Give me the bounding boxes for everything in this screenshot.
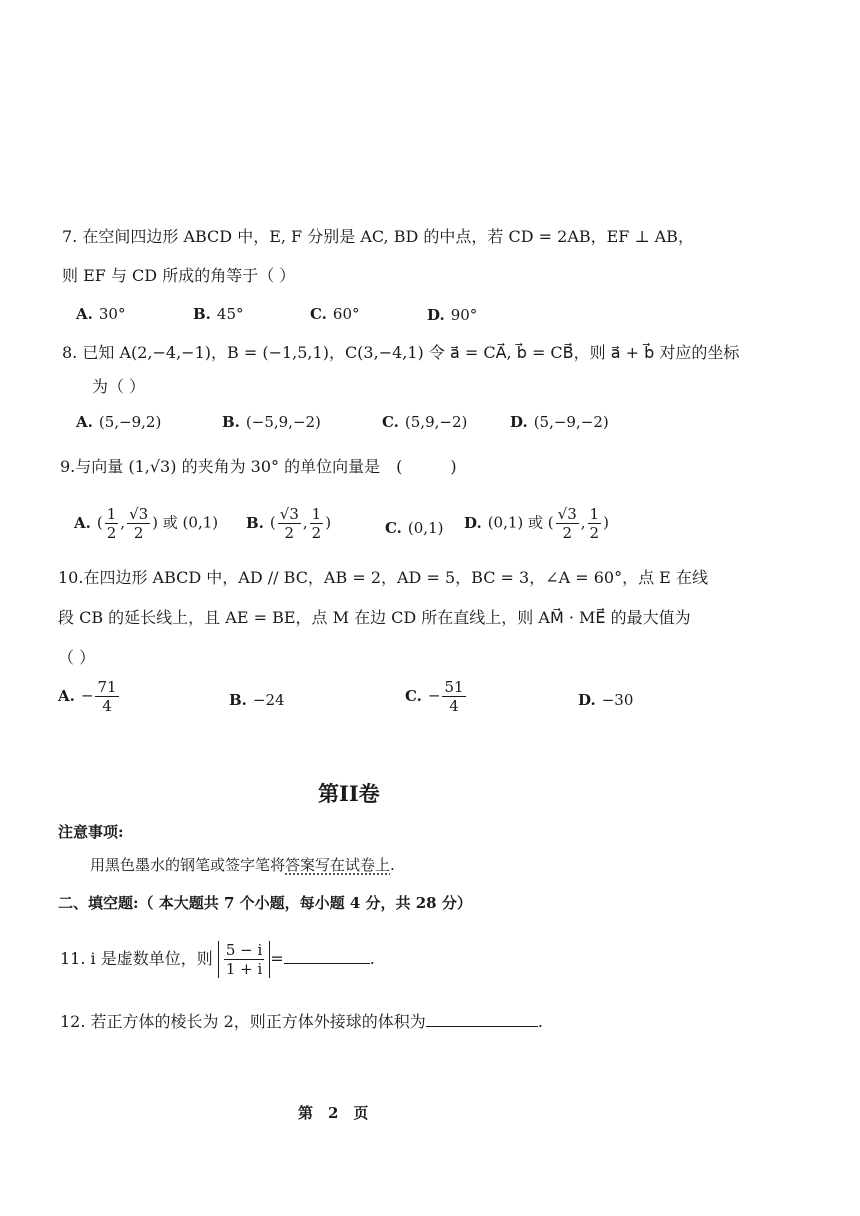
- fraction: [127, 505, 150, 542]
- denominator: 2: [589, 524, 600, 542]
- option-text: (: [269, 513, 276, 532]
- option-label: B.: [229, 691, 247, 709]
- numerator: 5 − i: [225, 941, 263, 959]
- denominator: 2: [133, 524, 144, 542]
- option-label: A.: [74, 513, 91, 532]
- option-text: ): [325, 513, 332, 532]
- numerator: 71: [97, 678, 117, 696]
- option-label: D.: [510, 413, 528, 431]
- q11-equals: =: [270, 949, 284, 968]
- q10-option-c: [405, 678, 468, 715]
- option-text: 90°: [450, 306, 478, 324]
- fraction: [442, 678, 465, 715]
- option-label: B.: [222, 413, 240, 431]
- option-text: (5,−9,−2): [533, 413, 609, 431]
- q12-end: .: [537, 1012, 543, 1031]
- q8-option-a: [76, 412, 161, 432]
- option-text: 30°: [98, 305, 126, 323]
- option-label: A.: [76, 413, 93, 431]
- option-text: (: [96, 513, 103, 532]
- option-label: C.: [310, 305, 327, 323]
- q10-line3: （ ）: [58, 648, 96, 667]
- q7-option-b: [193, 304, 244, 324]
- fill-in-heading: 二、填空题:（ 本大题共 7 个小题，每小题 4 分，共 28 分）: [58, 894, 472, 912]
- numerator: 51: [444, 678, 464, 696]
- option-label: C.: [385, 519, 402, 537]
- option-label: B.: [246, 513, 264, 532]
- q7-option-c: [310, 304, 360, 324]
- q10-line1: 10.在四边形 ABCD 中，AD // BC，AB = 2，AD = 5，BC = 3，∠A = 60°，点 E 在线: [58, 568, 708, 587]
- option-sign: −: [427, 686, 441, 705]
- denominator: 4: [449, 697, 459, 715]
- notice-text-end: .: [390, 856, 395, 874]
- notice-text-emphasis: 答案写在试卷上: [285, 856, 391, 874]
- option-text: (0,1): [407, 519, 444, 537]
- q10-option-d: [578, 690, 633, 710]
- q9-option-a: A. ( $\frac{1}{2}$ , $\frac{√3}{2}$ ) 或 (0,1): [74, 505, 219, 542]
- denominator: 2: [106, 524, 117, 542]
- option-text: −30: [601, 691, 634, 709]
- option-text: (5,9,−2): [404, 413, 468, 431]
- q10-line2: 段 CB 的延长线上，且 AE = BE，点 M 在边 CD 所在直线上，则 AM⃗ · ME⃗ 的最大值为: [58, 608, 691, 627]
- answer-blank[interactable]: [284, 963, 370, 964]
- q12-text: 12. 若正方体的棱长为 2，则正方体外接球的体积为: [60, 1012, 426, 1031]
- option-label: C.: [382, 413, 399, 431]
- q8-line1: 8. 已知 A(2,−4,−1)，B = (−1,5,1)，C(3,−4,1) 令 a⃗ = CA⃗, b⃗ = CB⃗，则 a⃗ + b⃗ 对应的坐标: [62, 343, 740, 362]
- option-label: B.: [193, 305, 211, 323]
- fraction: [224, 941, 264, 978]
- option-label: D.: [578, 691, 596, 709]
- option-label: A.: [58, 686, 75, 705]
- q11-text: 11. i 是虚数单位，则: [60, 949, 213, 968]
- numerator: 1: [589, 505, 600, 523]
- notice-text: [90, 855, 395, 875]
- denominator: 2: [311, 524, 322, 542]
- option-text: (−5,9,−2): [245, 413, 321, 431]
- fraction: [310, 505, 324, 542]
- option-label: C.: [405, 686, 422, 705]
- denominator: 2: [284, 524, 295, 542]
- notice-heading: 注意事项:: [58, 823, 124, 841]
- q9-option-d: D. (0,1) 或 ( $\frac{√3}{2}$ , $\frac{1}{2}$ ): [464, 505, 609, 542]
- numerator: √3: [557, 505, 577, 523]
- option-text: ): [603, 513, 609, 532]
- option-text: (0,1) 或 (: [487, 513, 554, 532]
- denominator: 2: [562, 524, 572, 542]
- option-text: −24: [252, 691, 285, 709]
- option-label: A.: [76, 305, 93, 323]
- section-title: 第II卷: [318, 781, 380, 806]
- q11-end: .: [369, 949, 375, 968]
- q7-line2: 则 EF 与 CD 所成的角等于（ ）: [62, 266, 296, 285]
- q8-line2: 为（ ）: [92, 377, 146, 396]
- option-sign: −: [80, 686, 94, 705]
- page-number: 第 2 页: [298, 1104, 369, 1122]
- answer-blank[interactable]: [426, 1026, 538, 1027]
- fraction: [278, 505, 301, 542]
- q8-option-b: [222, 412, 321, 432]
- q10-option-b: [229, 690, 285, 710]
- option-label: D.: [427, 306, 445, 324]
- option-text: (5,−9,2): [98, 413, 162, 431]
- q11: [60, 941, 375, 978]
- q10-option-a: [58, 678, 121, 715]
- fraction: [588, 505, 602, 542]
- q12: [60, 1012, 543, 1032]
- q9-option-b: B. ( $\frac{√3}{2}$ , $\frac{1}{2}$ ): [246, 505, 332, 542]
- option-text: 60°: [332, 305, 360, 323]
- denominator: 1 + i: [225, 960, 263, 978]
- fraction: [556, 505, 579, 542]
- numerator: √3: [279, 505, 299, 523]
- q8-option-d: [510, 412, 609, 432]
- q9-option-c: [385, 518, 443, 538]
- q8-option-c: [382, 412, 467, 432]
- numerator: √3: [129, 505, 149, 523]
- option-text: ) 或 (0,1): [152, 513, 219, 532]
- q9-line1: 9.与向量 (1,√3) 的夹角为 30° 的单位向量是 ( ): [60, 457, 457, 476]
- option-text: 45°: [216, 305, 244, 323]
- numerator: 1: [311, 505, 322, 523]
- notice-text-pre: 用黑色墨水的钢笔或签字笔将: [90, 856, 286, 874]
- fraction: [95, 678, 118, 715]
- numerator: 1: [106, 505, 117, 523]
- fraction: [105, 505, 119, 542]
- denominator: 4: [102, 697, 112, 715]
- q7-option-d: [427, 305, 477, 325]
- absolute-value: [218, 941, 270, 978]
- q7-line1: 7. 在空间四边形 ABCD 中，E, F 分别是 AC, BD 的中点，若 CD = 2AB，EF ⊥ AB，: [62, 227, 694, 246]
- q7-option-a: [76, 304, 125, 324]
- option-label: D.: [464, 513, 482, 532]
